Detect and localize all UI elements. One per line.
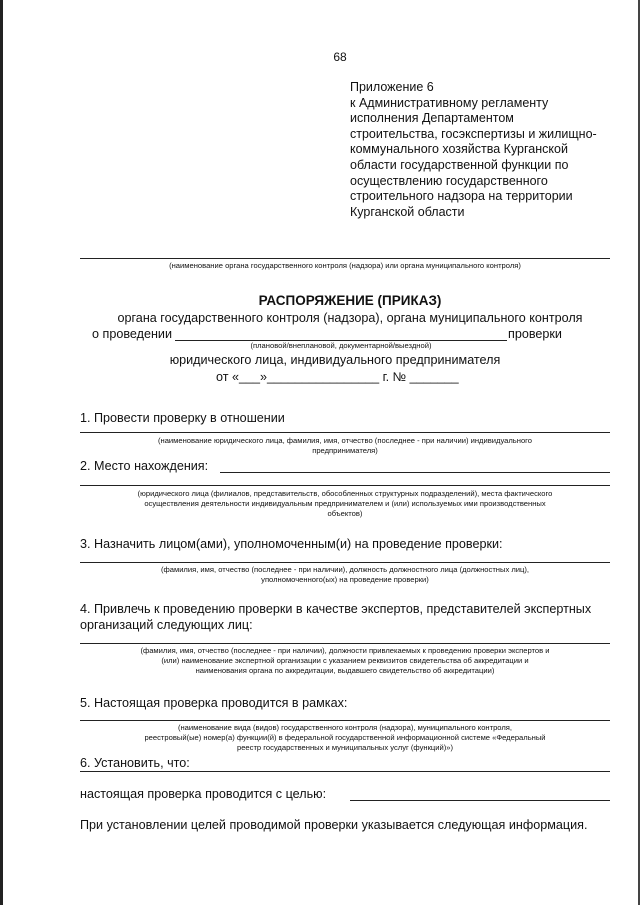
item-3-caption (80, 565, 610, 585)
appendix-line: строительного надзора на территории (350, 189, 573, 204)
appendix-block (350, 80, 620, 220)
order-subject: юридического лица, индивидуального предпринимателя (169, 353, 501, 367)
item-4-label-line2: организаций следующих лиц: (80, 618, 253, 632)
caption-line: (фамилия, имя, отчество (последнее - при наличии), должность должностного лица (должностных лиц), (160, 565, 530, 574)
item-5-field[interactable] (80, 720, 610, 721)
item-3-field[interactable] (80, 562, 610, 563)
item-5-caption (80, 723, 610, 753)
item-2-field-line2[interactable] (80, 485, 610, 486)
item-2-label: 2. Место нахождения: (80, 459, 209, 473)
purpose-field[interactable] (350, 800, 610, 801)
caption-line: осуществления деятельности индивидуальным предпринимателем и (или) используемых ими производственных (144, 499, 546, 508)
appendix-line: осуществлению государственного (350, 173, 548, 188)
appendix-line: Приложение 6 (350, 80, 434, 94)
item-4-field[interactable] (80, 643, 610, 644)
org-caption: (наименование органа государственного контроля (надзора) или органа муниципального контроля) (169, 261, 521, 270)
caption-line: наименования органа по аккредитации, выдавшего свидетельство об аккредитации) (195, 666, 495, 675)
caption-line: (наименование вида (видов) государственного контроля (надзора), муниципального контроля, (177, 723, 513, 732)
order-title: РАСПОРЯЖЕНИЕ (ПРИКАЗ) (258, 293, 442, 308)
appendix-line: исполнения Департаментом (350, 111, 514, 126)
item-1-label: 1. Провести проверку в отношении (80, 411, 285, 425)
item-2-field[interactable] (220, 472, 610, 473)
footer-text: При установлении целей проводимой проверки указывается следующая информация. (80, 818, 588, 832)
page-left-border (0, 0, 3, 905)
caption-line: (фамилия, имя, отчество (последнее - при наличии), должности привлекаемых к проведению проверки экспертов и (140, 646, 550, 655)
caption-line: (или) наименование экспертной организации с указанием реквизитов свидетельства об аккредитации и (161, 656, 529, 665)
item-1-caption (80, 436, 610, 456)
item-6-field[interactable] (80, 771, 610, 772)
item-5-label: 5. Настоящая проверка проводится в рамках: (80, 696, 348, 710)
caption-line: реестр государственных и муниципальных услуг (функций)») (236, 743, 454, 752)
order-line2: органа государственного контроля (надзора), органа муниципального контроля (117, 311, 583, 325)
caption-line: реестровый(ые) номер(а) функции(й) в федеральной государственной информационной системе «Федеральный (144, 733, 546, 742)
appendix-line: Курганской области (350, 204, 465, 219)
purpose-label: настоящая проверка проводится с целью: (80, 787, 327, 801)
caption-line: уполномоченного(ых) на проведение проверки) (261, 575, 429, 584)
order-about-prefix: о проведении (92, 327, 172, 341)
item-3-label: 3. Назначить лицом(ами), уполномоченным(и) на проведение проверки: (80, 537, 503, 551)
appendix-line: коммунального хозяйства Курганской (350, 142, 568, 157)
item-1-field[interactable] (80, 432, 610, 433)
page-number: 68 (333, 50, 347, 64)
caption-line: предпринимателя) (312, 446, 378, 455)
org-name-field[interactable] (80, 258, 610, 259)
item-2-caption (80, 489, 610, 519)
item-4-label-line1: 4. Привлечь к проведению проверки в качестве экспертов, представителей экспертных (80, 602, 592, 616)
item-6-label: 6. Установить, что: (80, 756, 190, 770)
item-4-caption (80, 646, 610, 676)
caption-line: (юридического лица (филиалов, представительств, обособленных структурных подразделений), места фактического (137, 489, 553, 498)
appendix-line: к Административному регламенту (350, 95, 549, 110)
caption-line: (наименование юридического лица, фамилия, имя, отчество (последнее - при наличии) индивидуального (157, 436, 533, 445)
appendix-line: области государственной функции по (350, 157, 569, 172)
order-date-line[interactable]: от «___»________________ г. № _______ (216, 370, 459, 384)
check-type-caption: (плановой/внеплановой, документарной/выездной) (250, 341, 432, 350)
caption-line: объектов) (327, 509, 363, 518)
appendix-line: строительства, госэкспертизы и жилищно- (350, 126, 597, 141)
order-about-suffix: проверки (508, 327, 562, 341)
